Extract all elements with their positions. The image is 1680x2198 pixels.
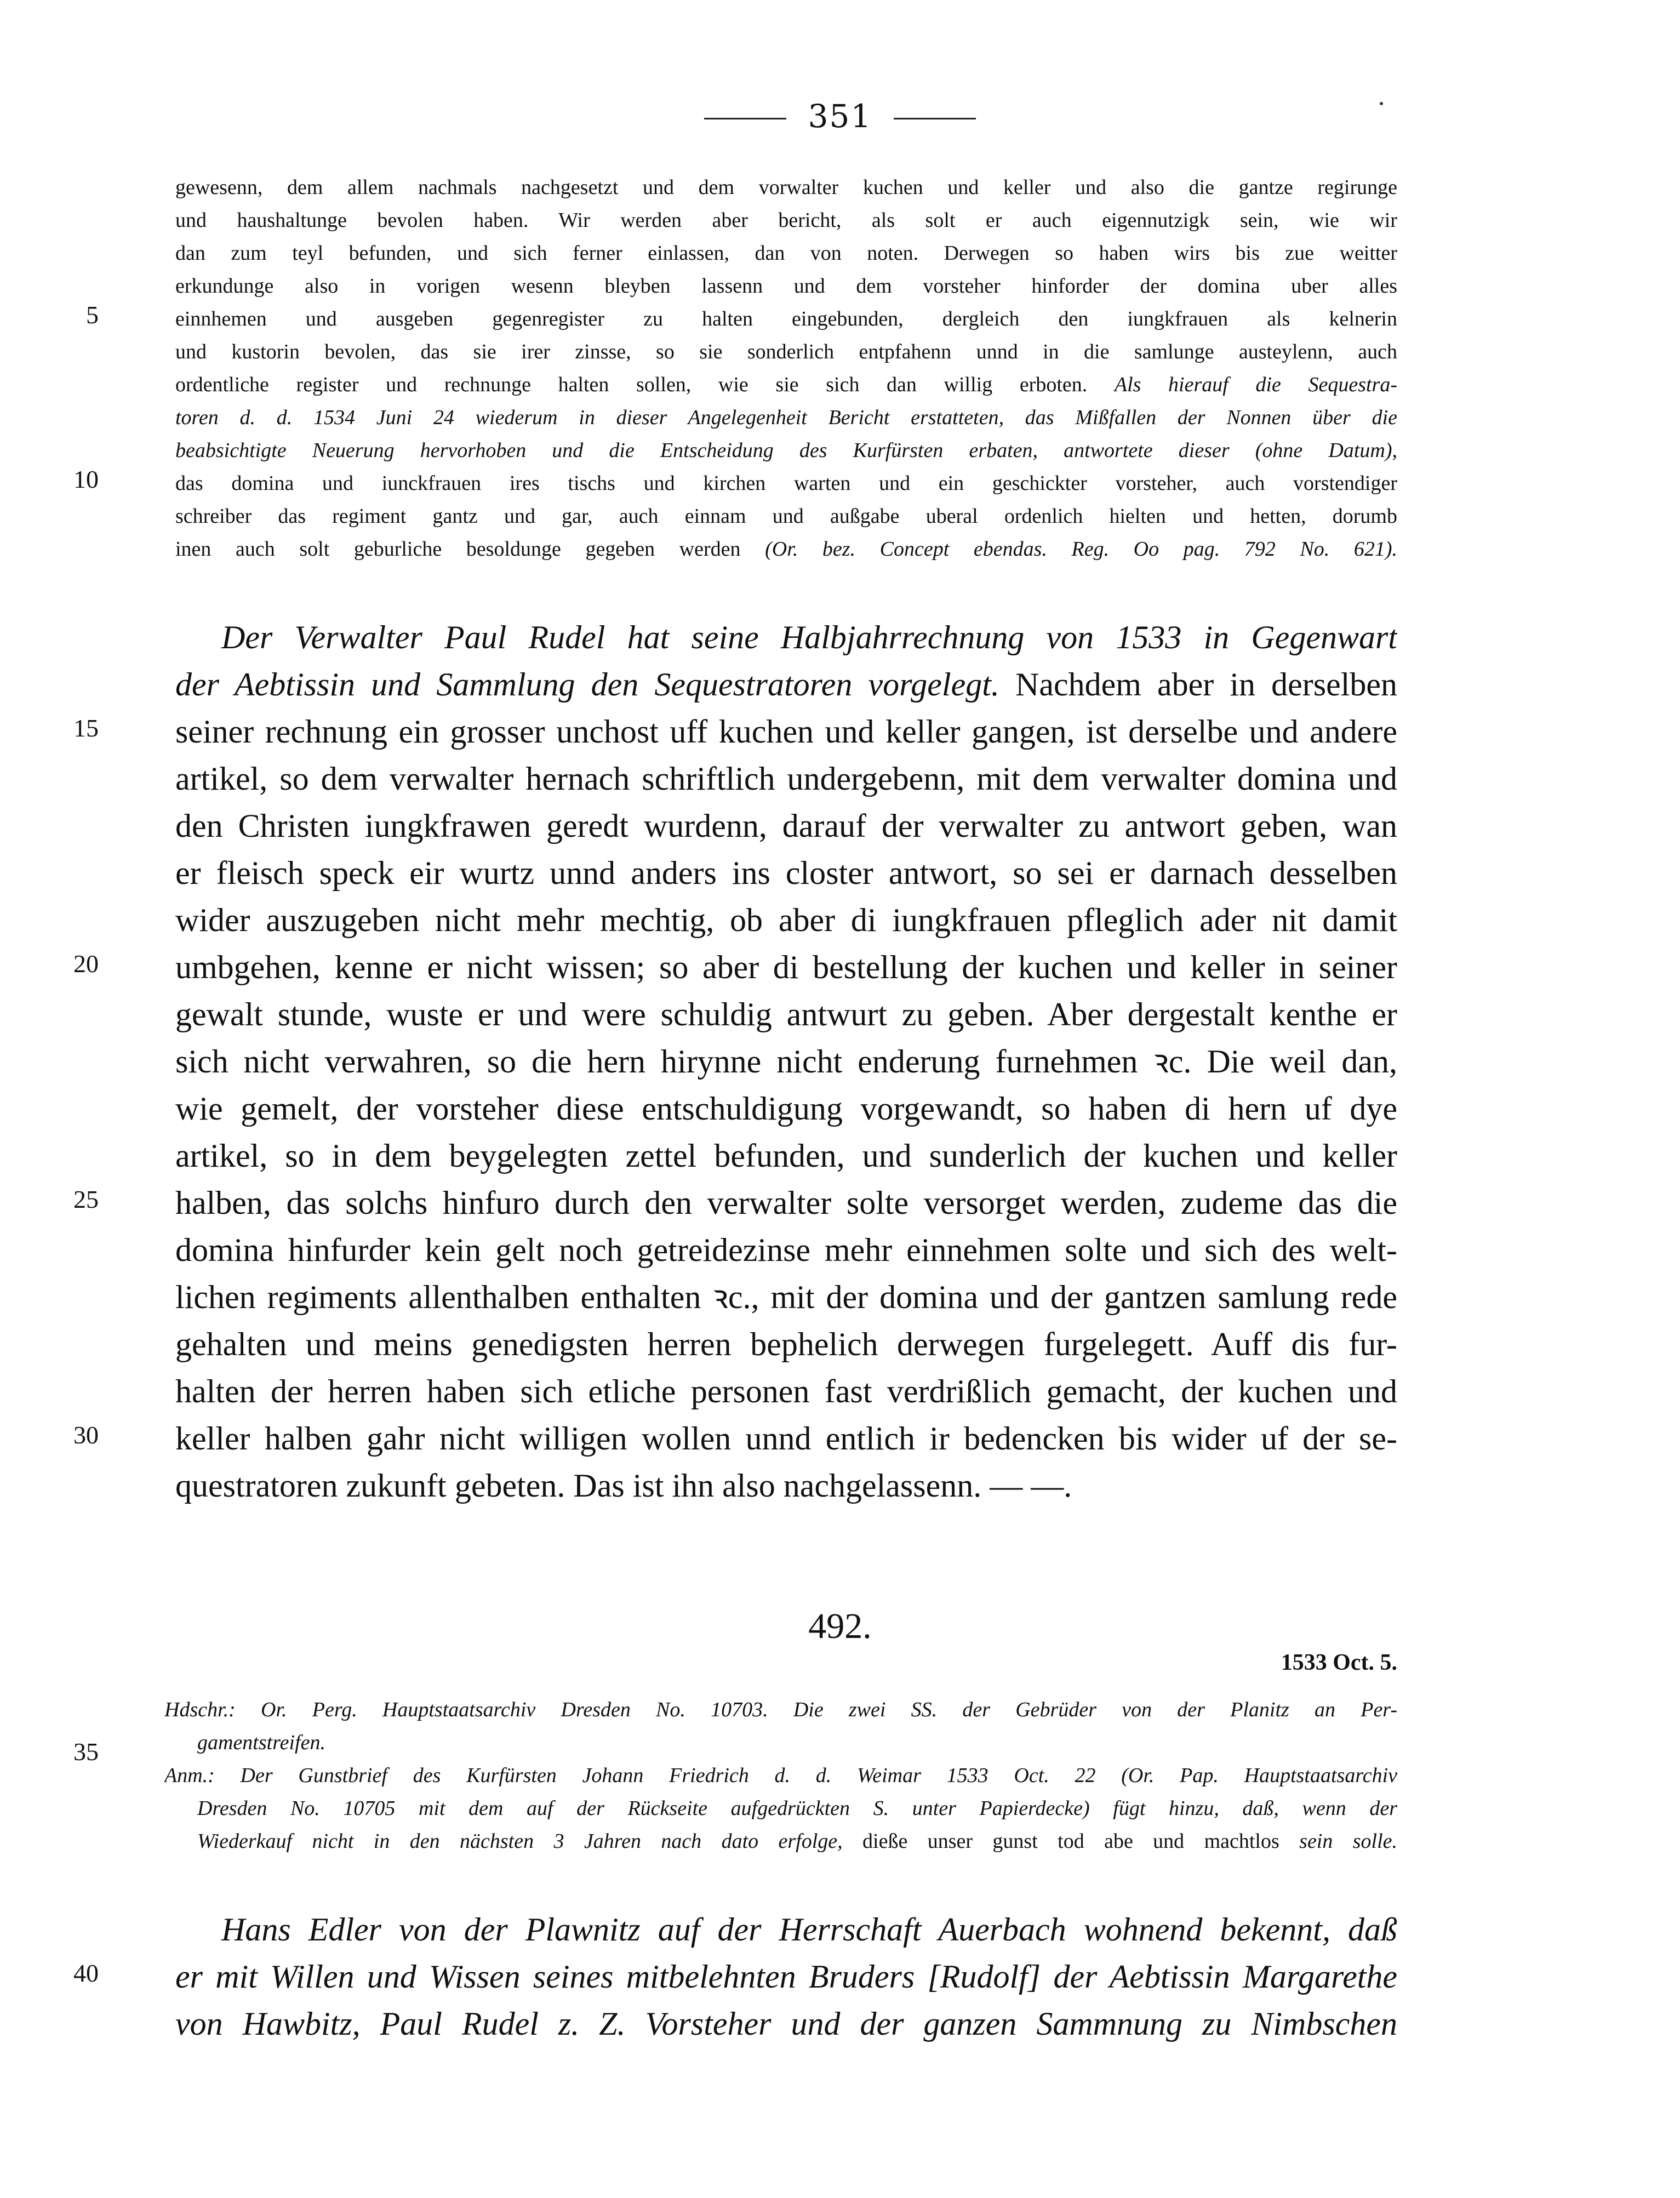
line-number: 5 xyxy=(86,301,99,329)
text-segment: ordentliche register und rechnunge halten sollen, wie sie sich dan willig erboten. xyxy=(175,373,1088,396)
text-line: toren d. d. 1534 Juni 24 wiederum in dieser Angelegenheit Bericht erstatteten, das Mißfallen der Nonnen über die xyxy=(175,406,1397,429)
text-line: das domina und iunckfrauen ires tischs und kirchen warten und ein geschickter vorsteher, auch vorstendiger xyxy=(175,472,1397,495)
text-line: er fleisch speck eir wurtz unnd anders ins closter antwort, so sei er darnach desselben xyxy=(175,855,1397,891)
regest-block xyxy=(175,1906,1397,2047)
text-line: lichen regiments allenthalben enthalten ꝛc., mit der domina und der gantzen samlung rede xyxy=(175,1279,1397,1315)
text-line: domina hinfurder kein gelt noch getreidezinse mehr einnehmen solte und sich des welt- xyxy=(175,1232,1397,1268)
line-number: 20 xyxy=(73,950,99,978)
text-line: umbgehen, kenne er nicht wissen; so aber di bestellung der kuchen und keller in seiner xyxy=(175,949,1397,985)
text-line: und kustorin bevolen, das sie irer zinsse, so sie sonderlich entpfahenn unnd in die samlunge austeylenn, auch xyxy=(175,340,1397,363)
text-line: halben, das solchs hinfuro durch den verwalter solte versorget werden, zudeme das die xyxy=(175,1185,1397,1221)
text-line xyxy=(175,368,1397,401)
line-number: 30 xyxy=(73,1421,99,1449)
italic-segment: Als hierauf die Sequestra- xyxy=(1114,373,1397,396)
text-line xyxy=(175,533,1397,566)
document-number: 492. xyxy=(808,1606,872,1646)
note-line: Hdschr.: Or. Perg. Hauptstaatsarchiv Dresden No. 10703. Die zwei SS. der Gebrüder von der Planitz an Per- xyxy=(164,1698,1397,1721)
note-line: Anm.: Der Gunstbrief des Kurfürsten Johann Friedrich d. d. Weimar 1533 Oct. 22 (Or. Pap. Hauptstaatsarchiv xyxy=(164,1764,1397,1787)
text-line: artikel, so in dem beygelegten zettel befunden, und sunderlich der kuchen und keller xyxy=(175,1138,1397,1174)
text-segment: Nachdem aber in derselben xyxy=(1015,666,1397,703)
header-dash-left xyxy=(704,118,786,119)
text-line: halten der herren haben sich etliche personen fast verdrißlich gemacht, der kuchen und xyxy=(175,1373,1397,1409)
line-number: 15 xyxy=(73,714,99,742)
italic-segment: Wiederkauf nicht in den nächsten 3 Jahren nach dato erfolge, xyxy=(197,1830,843,1853)
note-line: gamentstreifen. xyxy=(197,1731,325,1754)
line-number: 25 xyxy=(73,1185,99,1213)
line-number: 40 xyxy=(73,1959,99,1987)
text-line: gewesenn, dem allem nachmals nachgesetzt und dem vorwalter kuchen und keller und also die gantze regirunge xyxy=(175,176,1397,199)
text-line: einnhemen und ausgeben gegenregister zu halten eingebunden, dergleich den iungkfrauen als kelnerin xyxy=(175,307,1397,330)
italic-segment: sein solle. xyxy=(1299,1830,1397,1853)
text-line: von Hawbitz, Paul Rudel z. Z. Vorsteher und der ganzen Sammnung zu Nimbschen xyxy=(175,2006,1397,2042)
text-line: keller halben gahr nicht willigen wollen unnd entlich ir bedencken bis wider uf der se- xyxy=(175,1420,1397,1457)
text-line xyxy=(175,661,1397,708)
line-number: 10 xyxy=(73,465,99,493)
text-line: gewalt stunde, wuste er und were schuldig antwurt zu geben. Aber dergestalt kenthe er xyxy=(175,996,1397,1032)
line-number: 35 xyxy=(73,1738,99,1766)
text-segment: inen auch solt geburliche besoldunge gegeben werden xyxy=(175,538,741,561)
page-number: 351 xyxy=(808,98,872,135)
note-line xyxy=(164,1825,1397,1858)
italic-segment: der Aebtissin und Sammlung den Sequestratoren vorgelegt. xyxy=(175,666,999,703)
text-line: dan zum teyl befunden, und sich ferner einlassen, dan von noten. Derwegen so haben wirs bis zue weitter xyxy=(175,242,1397,265)
text-line: Hans Edler von der Plawnitz auf der Herrschaft Auerbach wohnend bekennt, daß xyxy=(221,1911,1397,1948)
page-header xyxy=(0,98,1680,135)
header-dash-right xyxy=(894,118,976,119)
text-line: questratoren zukunft gebeten. Das ist ihn also nachgelassenn. — —. xyxy=(175,1468,1072,1504)
text-line: schreiber das regiment gantz und gar, auch einnam und außgabe uberal ordenlich hielten und hetten, dorumb xyxy=(175,505,1397,528)
main-text-block xyxy=(175,614,1397,1509)
text-line: erkundunge also in vorigen wesenn bleyben lassenn und dem vorsteher hinforder der domina uber alles xyxy=(175,275,1397,298)
text-line: wider auszugeben nicht mehr mechtig, ob aber di iungkfrauen pfleglich ader nit damit xyxy=(175,902,1397,938)
text-line: den Christen iungkfrawen geredt wurdenn, darauf der verwalter zu antwort geben, wan xyxy=(175,808,1397,844)
commentary-block xyxy=(175,171,1397,566)
text-line: beabsichtigte Neuerung hervorhoben und die Entscheidung des Kurfürsten erbaten, antwortete dieser (ohne Datum), xyxy=(175,439,1397,462)
note-line: Dresden No. 10705 mit dem auf der Rückseite aufgedrückten S. unter Papierdecke) fügt hinzu, daß, wenn der xyxy=(197,1797,1397,1820)
notes-block xyxy=(164,1693,1397,1858)
citation: (Or. bez. Concept ebendas. Reg. Oo pag. 792 No. 621). xyxy=(765,538,1397,561)
text-line: er mit Willen und Wissen seines mitbelehnten Bruders [Rudolf] der Aebtissin Margarethe xyxy=(175,1959,1397,1995)
document-date: 1533 Oct. 5. xyxy=(1281,1650,1397,1675)
text-line: und haushaltunge bevolen haben. Wir werden aber bericht, als solt er auch eigennutzigk sein, wie wir xyxy=(175,209,1397,232)
text-line: seiner rechnung ein grosser unchost uff kuchen und keller gangen, ist derselbe und andere xyxy=(175,713,1397,750)
text-line: artikel, so dem verwalter hernach schriftlich undergebenn, mit dem verwalter domina und xyxy=(175,761,1397,797)
text-line: wie gemelt, der vorsteher diese entschuldigung vorgewandt, so haben di hern uf dye xyxy=(175,1091,1397,1127)
text-segment: dieße unser gunst tod abe und machtlos xyxy=(862,1830,1279,1853)
dot-mark xyxy=(1380,102,1383,105)
text-line: gehalten und meins genedigsten herren bephelich derwegen furgelegett. Auff dis fur- xyxy=(175,1326,1397,1362)
text-line: sich nicht verwahren, so die hern hirynne nicht enderung furnehmen ꝛc. Die weil dan, xyxy=(175,1043,1397,1080)
text-line: Der Verwalter Paul Rudel hat seine Halbjahrrechnung von 1533 in Gegenwart xyxy=(221,619,1397,655)
